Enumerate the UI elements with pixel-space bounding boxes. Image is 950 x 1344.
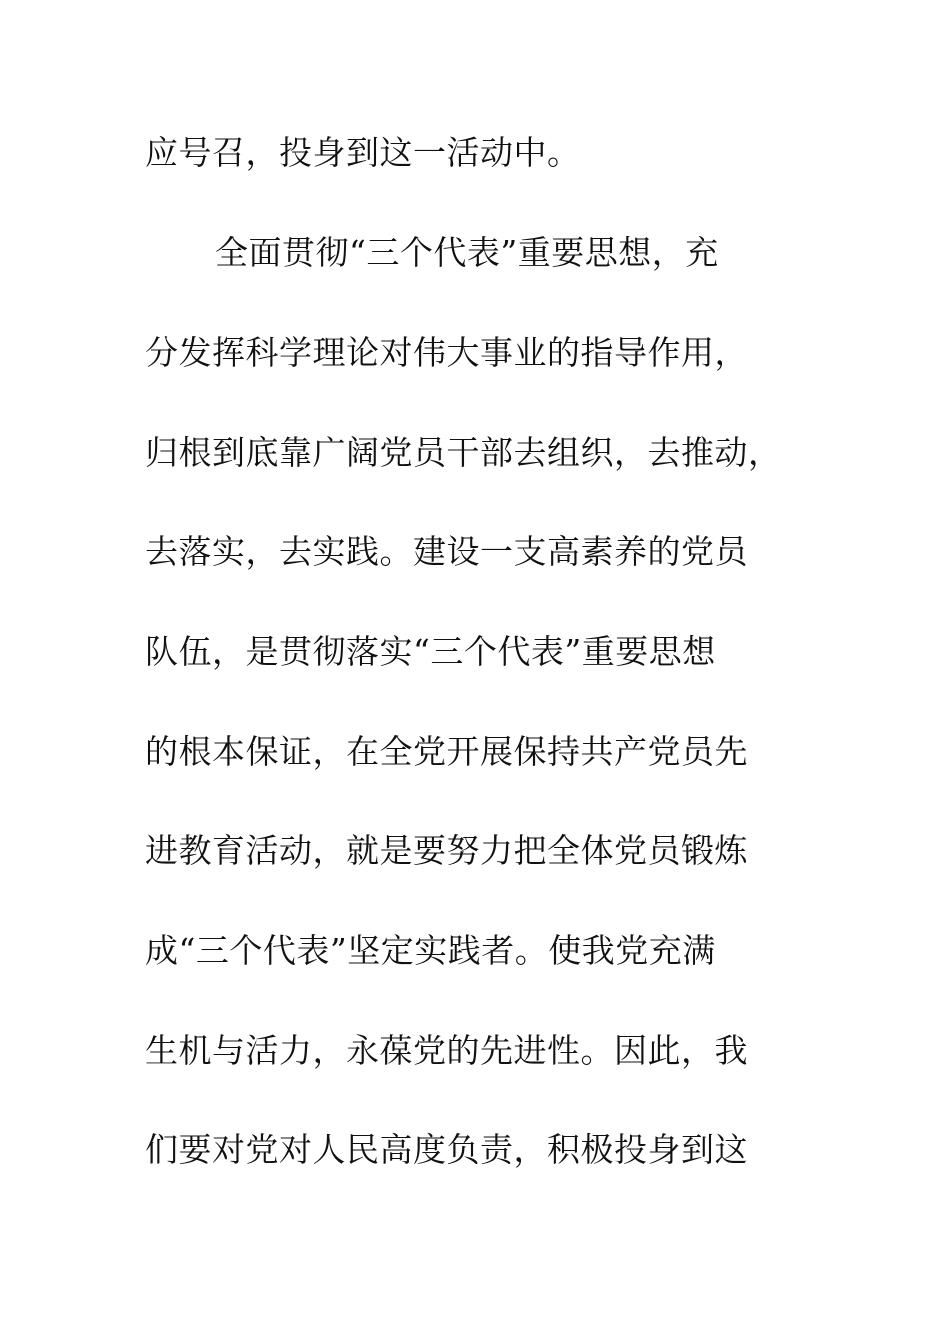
text-line-3: 分发挥科学理论对伟大事业的指导作用， [145, 333, 748, 372]
text-line-10: 生机与活力，永葆党的先进性。因此，我 [145, 1031, 748, 1070]
text-line-9: 成“三个代表”坚定实践者。使我党充满 [145, 931, 716, 970]
text-line-8: 进教育活动，就是要努力把全体党员锻炼 [145, 831, 748, 870]
text-line-11: 们要对党对人民高度负责，积极投身到这 [145, 1130, 748, 1169]
text-line-7: 的根本保证，在全党开展保持共产党员先 [145, 732, 748, 771]
paragraph-first-line: 全面贯彻“三个代表”重要思想，充 [215, 233, 719, 272]
text-line-1: 应号召，投身到这一活动中。 [145, 133, 581, 172]
text-line-5: 去落实，去实践。建设一支高素养的党员 [145, 532, 748, 571]
text-line-6: 队伍，是贯彻落实“三个代表”重要思想 [145, 632, 716, 671]
text-line-4: 归根到底靠广阔党员干部去组织，去推动， [145, 433, 782, 472]
